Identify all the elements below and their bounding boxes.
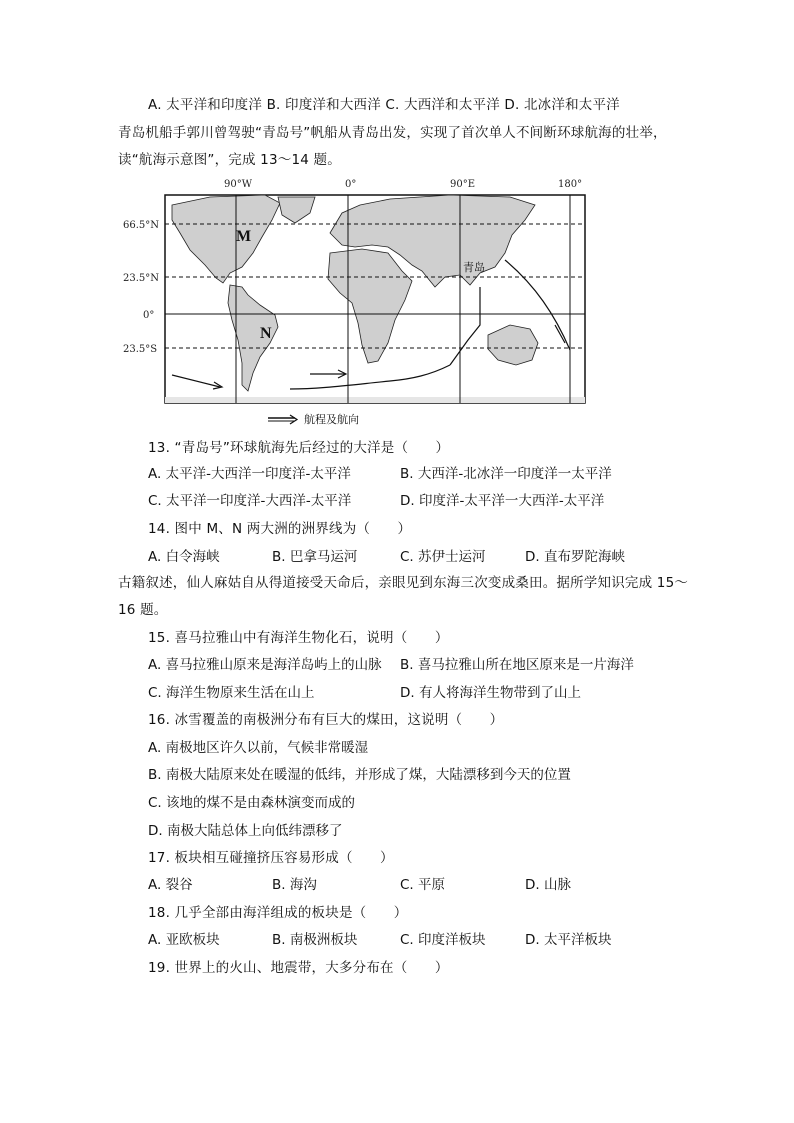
q17-stem: 17. 板块相互碰撞挤压容易形成（ ） xyxy=(148,850,394,866)
context-2-line-2: 16 题。 xyxy=(118,602,168,618)
legend-arrowhead xyxy=(290,415,297,424)
q18-stem: 18. 几乎全部由海洋组成的板块是（ ） xyxy=(148,905,408,921)
context-1-line-2: 读“航海示意图”，完成 13～14 题。 xyxy=(118,152,341,168)
q17-option-d[interactable]: D. 山脉 xyxy=(525,877,571,893)
q15-stem: 15. 喜马拉雅山中有海洋生物化石，说明（ ） xyxy=(148,630,449,646)
q15-option-d[interactable]: D. 有人将海洋生物带到了山上 xyxy=(400,685,581,701)
q15-option-a[interactable]: A. 喜马拉雅山原来是海洋岛屿上的山脉 xyxy=(148,657,382,673)
q14-option-c[interactable]: C. 苏伊士运河 xyxy=(400,549,486,565)
antarctica-shape xyxy=(165,397,585,403)
q16-option-d[interactable]: D. 南极大陆总体上向低纬漂移了 xyxy=(148,823,343,839)
legend-text: 航程及航向 xyxy=(304,413,359,426)
q13-stem: 13. “青岛号”环球航海先后经过的大洋是（ ） xyxy=(148,440,450,456)
lon-label-90e: 90°E xyxy=(450,179,476,190)
q17-option-b[interactable]: B. 海沟 xyxy=(272,877,317,893)
q15-option-c[interactable]: C. 海洋生物原来生活在山上 xyxy=(148,685,315,701)
q18-option-b[interactable]: B. 南极洲板块 xyxy=(272,932,358,948)
q13-option-c[interactable]: C. 太平洋一印度洋-大西洋-太平洋 xyxy=(148,493,352,509)
lon-label-180: 180° xyxy=(558,179,583,190)
q16-stem: 16. 冰雪覆盖的南极洲分布有巨大的煤田，这说明（ ） xyxy=(148,712,504,728)
q12-options: A. 太平洋和印度洋 B. 印度洋和大西洋 C. 大西洋和太平洋 D. 北冰洋和太平洋 xyxy=(148,97,620,113)
navigation-map xyxy=(123,175,600,430)
q14-option-a[interactable]: A. 白令海峡 xyxy=(148,549,220,565)
q14-option-d[interactable]: D. 直布罗陀海峡 xyxy=(525,549,625,565)
lon-label-90w: 90°W xyxy=(224,179,253,190)
context-1-line-1: 青岛机船手郭川曾驾驶“青岛号”帆船从青岛出发，实现了首次单人不间断环球航海的壮举， xyxy=(118,125,667,141)
q16-option-b[interactable]: B. 南极大陆原来处在暖湿的低纬，并形成了煤，大陆漂移到今天的位置 xyxy=(148,767,571,783)
lat-label-23s: 23.5°S xyxy=(123,344,158,355)
q18-option-c[interactable]: C. 印度洋板块 xyxy=(400,932,486,948)
continent-label-m: M xyxy=(236,228,252,245)
lat-label-66n: 66.5°N xyxy=(123,220,160,231)
q14-option-b[interactable]: B. 巴拿马运河 xyxy=(272,549,358,565)
context-2-line-1: 古籍叙述，仙人麻姑自从得道接受天命后，亲眼见到东海三次变成桑田。据所学知识完成 15～ xyxy=(118,575,689,591)
q17-option-c[interactable]: C. 平原 xyxy=(400,877,446,893)
lat-label-0: 0° xyxy=(143,310,155,321)
q19-stem: 19. 世界上的火山、地震带，大多分布在（ ） xyxy=(148,960,449,976)
lat-label-23n: 23.5°N xyxy=(123,273,160,284)
q17-option-a[interactable]: A. 裂谷 xyxy=(148,877,193,893)
q16-option-c[interactable]: C. 该地的煤不是由森林演变而成的 xyxy=(148,795,356,811)
q13-option-a[interactable]: A. 太平洋-大西洋一印度洋-太平洋 xyxy=(148,466,351,482)
q13-option-b[interactable]: B. 大西洋-北冰洋一印度洋一太平洋 xyxy=(400,466,612,482)
q18-option-d[interactable]: D. 太平洋板块 xyxy=(525,932,612,948)
q16-option-a[interactable]: A. 南极地区许久以前，气候非常暖湿 xyxy=(148,740,369,756)
q15-option-b[interactable]: B. 喜马拉雅山所在地区原来是一片海洋 xyxy=(400,657,634,673)
lon-label-0: 0° xyxy=(345,179,357,190)
continent-label-n: N xyxy=(260,325,272,342)
q13-option-d[interactable]: D. 印度洋-太平洋一大西洋-太平洋 xyxy=(400,493,605,509)
q18-option-a[interactable]: A. 亚欧板块 xyxy=(148,932,220,948)
q14-stem: 14. 图中 M、N 两大洲的洲界线为（ ） xyxy=(148,521,412,537)
qingdao-label: 青岛 xyxy=(463,261,485,274)
